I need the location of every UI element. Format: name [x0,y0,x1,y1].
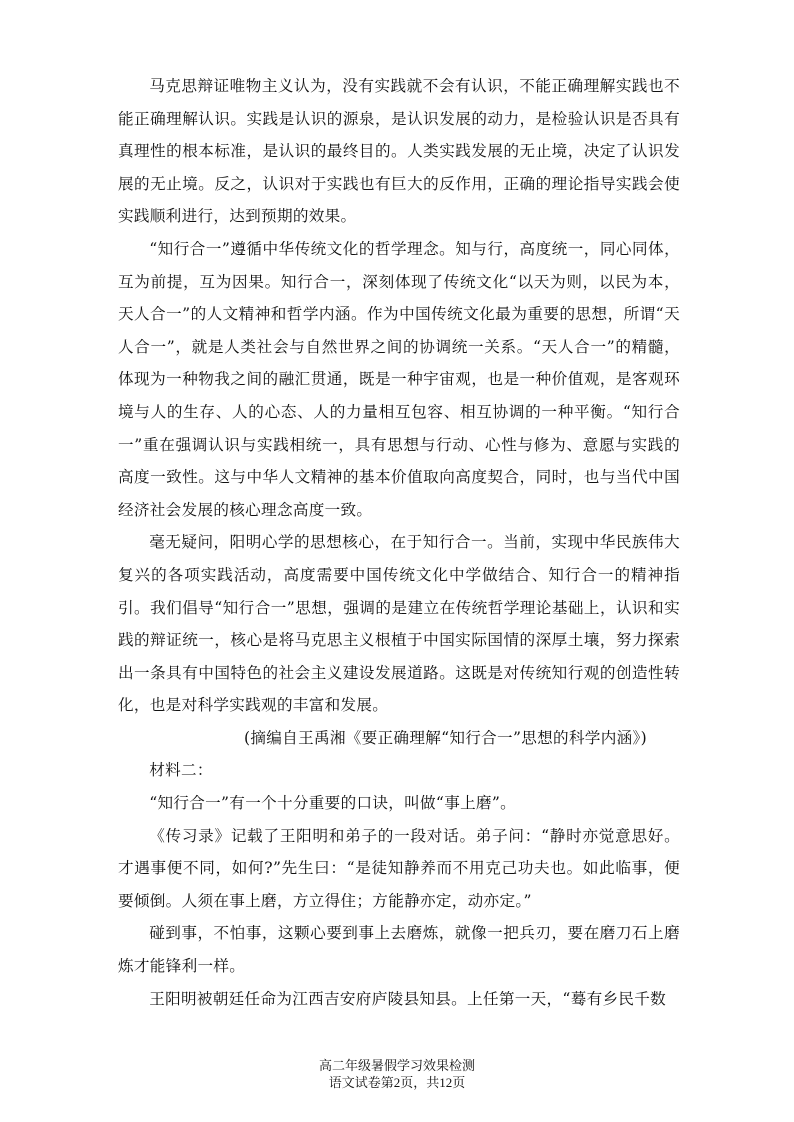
paragraph-7: 王阳明被朝廷任命为江西吉安府庐陵县知县。上任第一天，“蓦有乡民千数 [149,989,667,1008]
source-citation: (摘编自王禹湘《要正确理解“知行合一”思想的科学内涵》) [244,728,647,747]
article-body [118,70,680,1015]
paragraph-1: 马克思辩证唯物主义认为，没有实践就不会有认识，不能正确理解实践也不能正确理解认识。实践是认识的源泉，是认识发展的动力，是检验认识是否具有真理性的根本标准，是认识的最终目的。人类实践发展的无止境，决定了认识发展的无止境。反之，认识对于实践也有巨大的反作用，正确的理论指导实践会使实践顺利进行，达到预期的效果。 [118,77,680,226]
footer-exam-title: 高二年级暑假学习效果检测 [318,1058,475,1073]
paragraph-5: 《传习录》记载了王阳明和弟子的一段对话。弟子问：“静时亦觉意思好。才遇事便不同，如何?”先生曰：“是徒知静养而不用克己功夫也。如此临事，便要倾倒。人须在事上磨，方立得住；方能静亦定，动亦定。” [118,826,680,910]
footer-page-number: 语文试卷第2页，共12页 [328,1075,466,1090]
paragraph-2: “知行合一”遵循中华传统文化的哲学理念。知与行，高度统一，同心同体，互为前提，互为因果。知行合一，深刻体现了传统文化“以天为则，以民为本，天人合一”的人文精神和哲学内涵。作为中国传统文化最为重要的思想，所谓“天人合一”，就是人类社会与自然世界之间的协调统一关系。“天人合一”的精髓，体现为一种物我之间的融汇贯通，既是一种宇宙观，也是一种价值观，是客观环境与人的生存、人的心态、人的力量相互包容、相互协调的一种平衡。“知行合一”重在强调认识与实践相统一，具有思想与行动、心性与修为、意愿与实践的高度一致性。这与中华人文精神的基本价值取向高度契合，同时，也与当代中国经济社会发展的核心理念高度一致。 [118,239,680,519]
material-two-label: 材料二： [149,761,213,780]
paragraph-4: “知行合一”有一个十分重要的口诀，叫做“事上磨”。 [149,794,517,813]
paragraph-3: 毫无疑问，阳明心学的思想核心，在于知行合一。当前，实现中华民族伟大复兴的各项实践活动，高度需要中国传统文化中学做结合、知行合一的精神指引。我们倡导“知行合一”思想，强调的是建立在传统哲学理论基础上，认识和实践的辩证统一，核心是将马克思主义根植于中国实际国情的深厚土壤，努力探索出一条具有中国特色的社会主义建设发展道路。这既是对传统知行观的创造性转化，也是对科学实践观的丰富和发展。 [118,533,680,715]
paragraph-6: 碰到事，不怕事，这颗心要到事上去磨炼，就像一把兵刃，要在磨刀石上磨炼才能锋利一样。 [118,924,680,976]
